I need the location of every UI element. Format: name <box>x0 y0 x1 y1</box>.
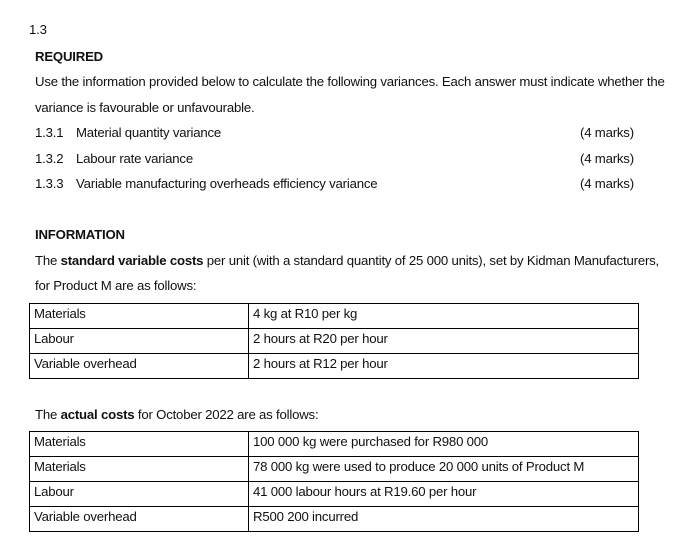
required-item <box>35 125 221 140</box>
table-cell-label: Variable overhead <box>30 354 249 379</box>
table-cell-value: 100 000 kg were purchased for R980 000 <box>249 432 639 457</box>
actual-intro-pre: The <box>35 407 61 422</box>
table-cell-label: Materials <box>30 432 249 457</box>
table-cell-label: Materials <box>30 457 249 482</box>
required-item-text: Material quantity variance <box>76 125 222 140</box>
actual-intro-post: for October 2022 are as follows: <box>134 407 319 422</box>
table-cell-label: Labour <box>30 482 249 507</box>
required-item-number: 1.3.3 <box>35 176 64 191</box>
table-row <box>30 354 639 379</box>
standard-intro-post: per unit (with a standard quantity of 25 000 units), set by Kidman Manufacturers, <box>203 253 659 268</box>
required-item-text: Labour rate variance <box>76 151 193 166</box>
required-item-number: 1.3.2 <box>35 151 64 166</box>
required-intro-line2: variance is favourable or unfavourable. <box>35 100 255 115</box>
actual-intro-bold: actual costs <box>60 407 135 422</box>
standard-intro-pre: The <box>35 253 61 268</box>
required-item-marks: (4 marks) <box>580 176 634 191</box>
standard-intro-bold: standard variable costs <box>60 253 204 268</box>
table-cell-value: 2 hours at R12 per hour <box>249 354 639 379</box>
required-intro-line1: Use the information provided below to calculate the following variances. Each answer must indicate whether the <box>35 74 665 89</box>
standard-intro-line1 <box>35 253 659 268</box>
actual-intro <box>35 407 318 422</box>
table-row <box>30 432 639 457</box>
standard-intro-line2: for Product M are as follows: <box>35 278 197 293</box>
table-row <box>30 507 639 532</box>
table-row <box>30 304 639 329</box>
table-cell-label: Labour <box>30 329 249 354</box>
table-cell-label: Materials <box>30 304 249 329</box>
required-item-marks: (4 marks) <box>580 125 634 140</box>
standard-costs-table <box>29 303 639 379</box>
required-item-marks: (4 marks) <box>580 151 634 166</box>
table-row <box>30 329 639 354</box>
table-cell-value: R500 200 incurred <box>249 507 639 532</box>
table-row <box>30 457 639 482</box>
required-heading: REQUIRED <box>35 49 104 64</box>
table-cell-value: 41 000 labour hours at R19.60 per hour <box>249 482 639 507</box>
table-cell-value: 78 000 kg were used to produce 20 000 units of Product M <box>249 457 639 482</box>
required-item-text: Variable manufacturing overheads efficiency variance <box>76 176 378 191</box>
table-cell-value: 4 kg at R10 per kg <box>249 304 639 329</box>
table-cell-label: Variable overhead <box>30 507 249 532</box>
information-heading: INFORMATION <box>35 227 125 242</box>
section-number: 1.3 <box>29 22 47 37</box>
table-row <box>30 482 639 507</box>
required-item-number: 1.3.1 <box>35 125 64 140</box>
required-item <box>35 176 377 191</box>
actual-costs-table <box>29 431 639 532</box>
required-item <box>35 151 193 166</box>
table-cell-value: 2 hours at R20 per hour <box>249 329 639 354</box>
